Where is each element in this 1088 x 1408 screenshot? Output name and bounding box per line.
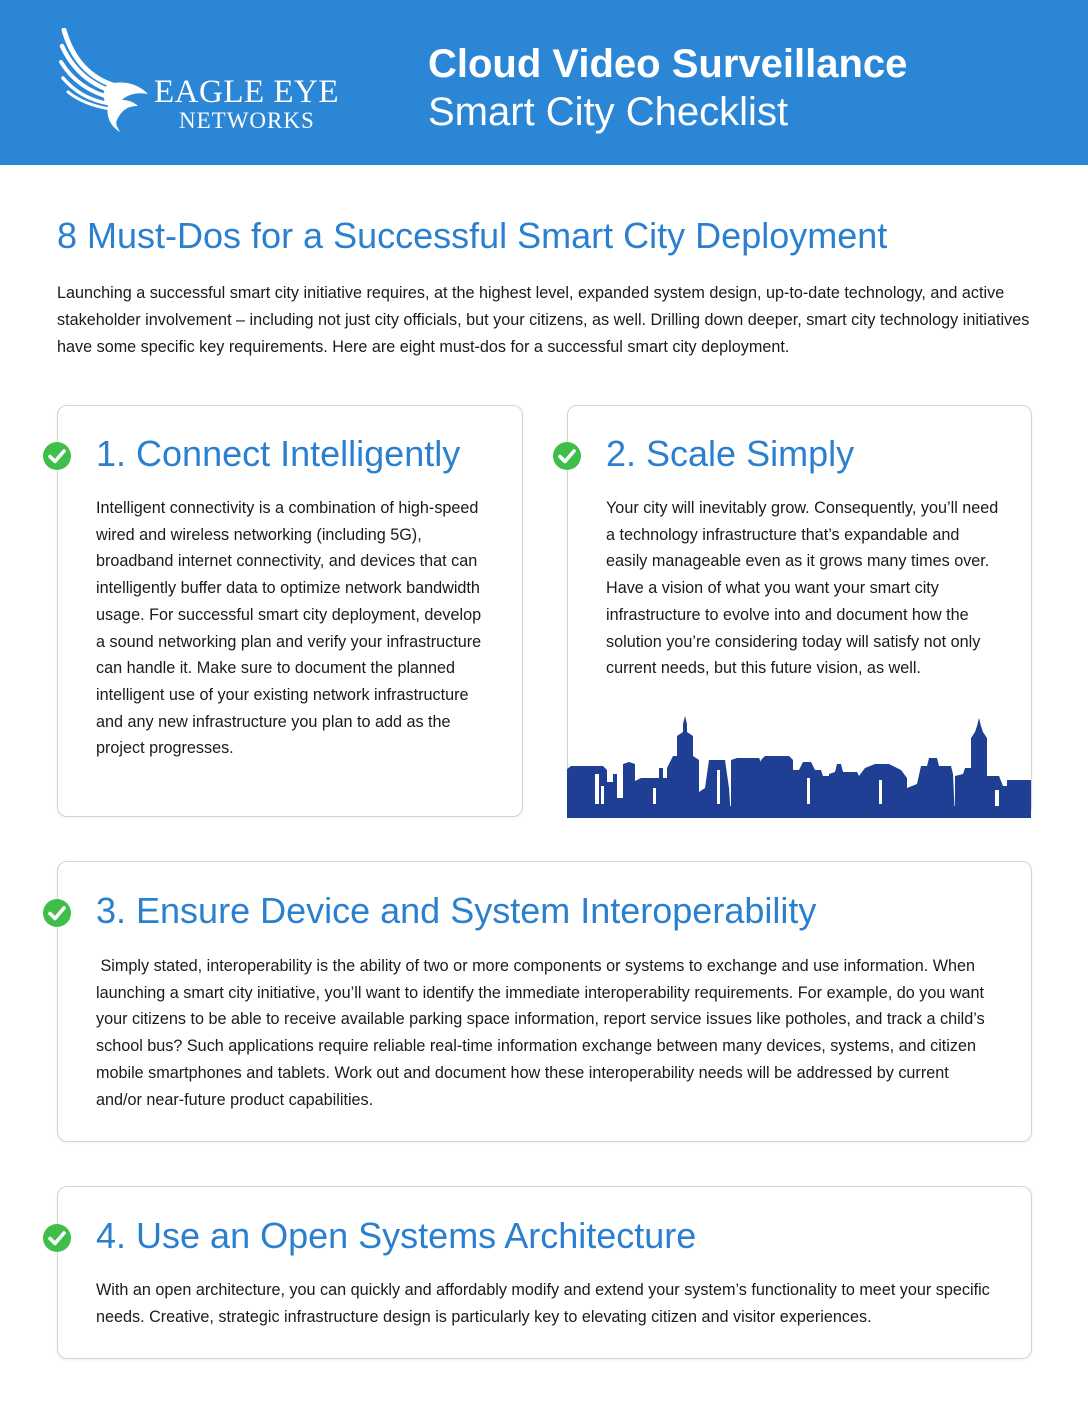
intro-paragraph: Launching a successful smart city initiative requires, at the highest level, expanded system design, up-to-date technology, and active stakeholder involvement – including not just city officials, but your citizens, as well. Drilling down deeper, smart city technology initiatives have some specific key requirements. Here are eight must-dos for a successful smart city deployment. [57, 284, 1030, 356]
logo-wordmark-bottom: NETWORKS [179, 108, 315, 133]
eagle-wing-icon [58, 28, 158, 133]
card-body-2: Your city will inevitably grow. Consequently, you’ll need a technology infrastructure that’s expandable and easily manageable even as it grows many times over. Have a vision of what you want your smart city infrastructure to evolve into and document how the solution you’re considering today will satisfy not only current needs, but this future vision, as well. [606, 499, 999, 678]
card-title-4: 4. Use an Open Systems Architecture [96, 1215, 697, 1256]
logo-wordmark-top: EAGLE EYE [154, 74, 340, 110]
card-title-1: 1. Connect Intelligently [96, 433, 461, 474]
section-heading: 8 Must-Dos for a Successful Smart City Deployment [57, 215, 888, 256]
check-circle-icon [42, 1223, 72, 1253]
city-skyline-illustration [567, 714, 1031, 818]
card-title-3: 3. Ensure Device and System Interoperability [96, 890, 817, 931]
card-title-2: 2. Scale Simply [606, 433, 855, 474]
page-header [0, 0, 1088, 165]
card-body-3: Simply stated, interoperability is the ability of two or more components or systems to exchange and use information. When launching a smart city initiative, you’ll want to identify the immediate interoperability requirements. For example, do you want your citizens to be able to receive available parking space information, report service issues like potholes, and track a child’s school bus? Such applications require reliable real-time information exchange between many devices, systems, and citizen mobile smartphones and tablets. Work out and document how these interoperability needs will be addressed by current and/or near-future product capabilities. [96, 957, 990, 1109]
eagle-eye-logo [58, 28, 358, 138]
card-body-1: Intelligent connectivity is a combination of high-speed wired and wireless networking (including 5G), broadband internet connectivity, and devices that can intelligently buffer data to optimize network bandwidth usage. For successful smart city deployment, develop a sound networking plan and verify your infrastructure can handle it. Make sure to document the planned intelligent use of your existing network infrastructure and any new infrastructure you plan to add as the project progresses. [96, 499, 482, 758]
card-body-4: With an open architecture, you can quickly and affordably modify and extend your system’s functionality to meet your specific needs. Creative, strategic infrastructure design is particularly key to elevating citizen and visitor experiences. [96, 1281, 990, 1326]
check-circle-icon [42, 898, 72, 928]
document-subtitle: Smart City Checklist [428, 90, 789, 134]
check-circle-icon [552, 441, 582, 471]
checklist-card-4 [57, 1186, 1032, 1359]
check-circle-icon [42, 441, 72, 471]
document-title: Cloud Video Surveillance [428, 42, 908, 86]
